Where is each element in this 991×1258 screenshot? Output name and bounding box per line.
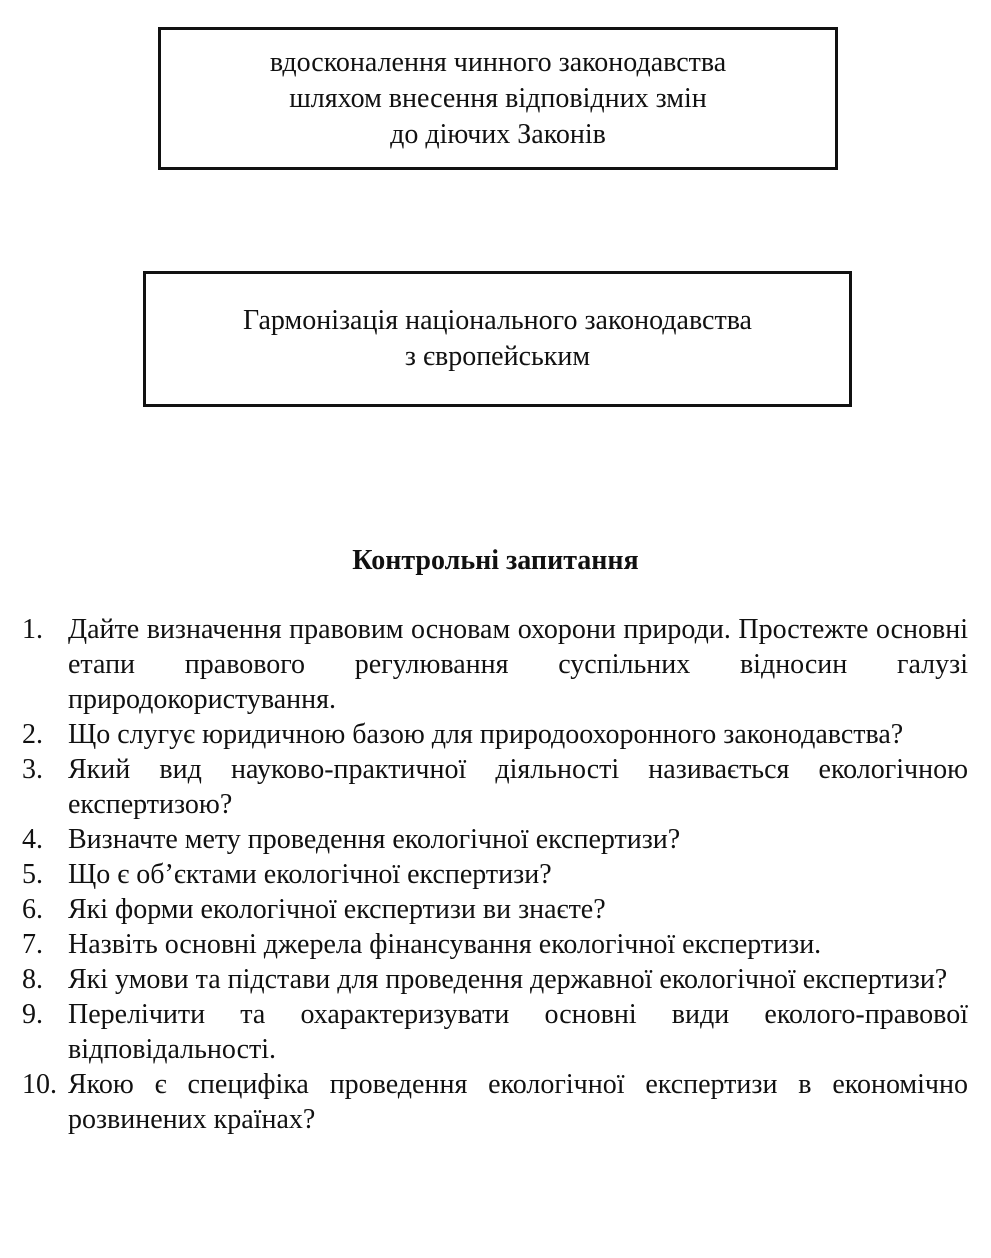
question-number: 3. xyxy=(22,754,43,785)
law-harmonization-box xyxy=(143,271,852,407)
question-number: 7. xyxy=(22,929,43,960)
question-item xyxy=(0,822,991,857)
question-text: Визначте мету проведення екологічної експертизи? xyxy=(68,824,681,855)
question-text: Перелічити та охарактеризувати основні види еколого-правової відповідальності. xyxy=(68,999,968,1065)
question-text: Які форми екологічної експертизи ви знаєте? xyxy=(68,894,606,925)
section-title: Контрольні запитання xyxy=(352,545,639,576)
question-number: 9. xyxy=(22,999,43,1030)
question-number: 8. xyxy=(22,964,43,995)
law-improvement-box xyxy=(158,27,838,170)
question-item xyxy=(0,1067,991,1137)
question-item xyxy=(0,927,991,962)
question-number: 2. xyxy=(22,719,43,750)
box-line: вдосконалення чинного законодавства xyxy=(269,46,727,78)
question-item xyxy=(0,962,991,997)
question-number: 4. xyxy=(22,824,43,855)
question-item xyxy=(0,717,991,752)
question-text: Назвіть основні джерела фінансування екологічної експертизи. xyxy=(68,929,822,960)
question-text: Що слугує юридичною базою для природоохоронного законодавства? xyxy=(68,719,904,750)
question-number: 5. xyxy=(22,859,43,890)
question-number: 6. xyxy=(22,894,43,925)
question-number: 1. xyxy=(22,614,43,645)
question-item xyxy=(0,752,991,822)
box-line: з європейським xyxy=(404,341,591,372)
questions-list xyxy=(0,612,991,1137)
question-text: Що є об’єктами екологічної експертизи? xyxy=(68,859,552,890)
question-item xyxy=(0,612,991,717)
question-number: 10. xyxy=(22,1069,57,1100)
box-line: до діючих Законів xyxy=(390,118,606,150)
question-text: Якою є специфіка проведення екологічної експертизи в економічно розвинених країнах? xyxy=(68,1069,968,1135)
question-text: Дайте визначення правовим основам охорони природи. Простежте основні етапи правового регулювання суспільних відносин галузі природокористування. xyxy=(68,614,968,715)
box-line: шляхом внесення відповідних змін xyxy=(289,82,707,114)
question-item xyxy=(0,997,991,1067)
question-text: Який вид науково-практичної діяльності називається екологічною експертизою? xyxy=(68,754,968,820)
question-item xyxy=(0,857,991,892)
question-text: Які умови та підстави для проведення державної екологічної експертизи? xyxy=(68,964,948,995)
box-line: Гармонізація національного законодавства xyxy=(243,305,752,336)
question-item xyxy=(0,892,991,927)
